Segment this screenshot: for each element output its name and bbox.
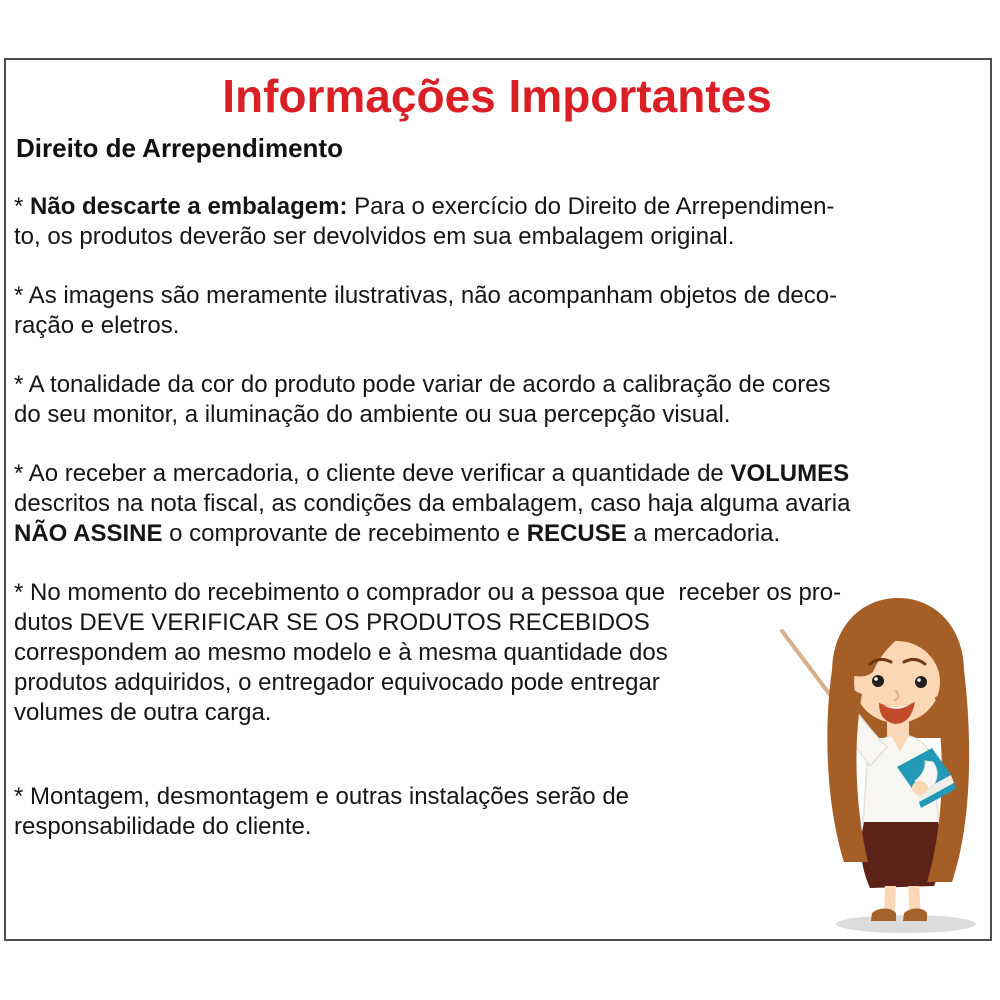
text-line: responsabilidade do cliente. bbox=[14, 813, 312, 840]
eye-glint-left bbox=[874, 677, 878, 681]
text-line: NÃO ASSINE o comprovante de recebimento e RECUSE a mercadoria. bbox=[14, 520, 781, 547]
text-line: produtos adquiridos, o entregador equivocado pode entregar bbox=[14, 669, 660, 696]
paragraph bbox=[14, 281, 980, 341]
teacher-shoe-right bbox=[903, 909, 927, 922]
paragraph bbox=[14, 459, 980, 549]
text-line: volumes de outra carga. bbox=[14, 699, 272, 726]
page-title: Informações Importantes bbox=[222, 70, 772, 122]
teacher-hand-on-book bbox=[912, 781, 928, 795]
text-line: * As imagens são meramente ilustrativas, não acompanham objetos de deco- bbox=[14, 282, 838, 309]
teacher-illustration bbox=[774, 594, 986, 939]
text-line: dutos DEVE VERIFICAR SE OS PRODUTOS RECEBIDOS bbox=[14, 609, 650, 636]
text-line: correspondem ao mesmo modelo e à mesma quantidade dos bbox=[14, 639, 668, 666]
teacher-shoe-left bbox=[871, 909, 896, 922]
text-line: * Ao receber a mercadoria, o cliente deve verificar a quantidade de VOLUMES bbox=[14, 460, 850, 487]
text-line: * A tonalidade da cor do produto pode variar de acordo a calibração de cores bbox=[14, 371, 831, 398]
info-sheet bbox=[4, 58, 992, 941]
eye-left bbox=[872, 675, 884, 687]
section-heading: Direito de Arrependimento bbox=[16, 133, 343, 163]
eye-glint-right bbox=[917, 678, 921, 682]
text-line: * No momento do recebimento o comprador ou a pessoa que receber os pro- bbox=[14, 579, 842, 606]
eye-right bbox=[915, 676, 927, 688]
text-line: * Montagem, desmontagem e outras instalações serão de bbox=[14, 783, 630, 810]
text-line: to, os produtos deverão ser devolvidos em sua embalagem original. bbox=[14, 223, 735, 250]
text-line: ração e eletros. bbox=[14, 312, 180, 339]
text-line: descritos na nota fiscal, as condições da embalagem, caso haja alguma avaria bbox=[14, 490, 851, 517]
text-line: * Não descarte a embalagem: Para o exercício do Direito de Arrependimen- bbox=[14, 193, 835, 220]
text-line: do seu monitor, a iluminação do ambiente ou sua percepção visual. bbox=[14, 401, 731, 428]
paragraph bbox=[14, 370, 980, 430]
paragraph bbox=[14, 192, 980, 252]
